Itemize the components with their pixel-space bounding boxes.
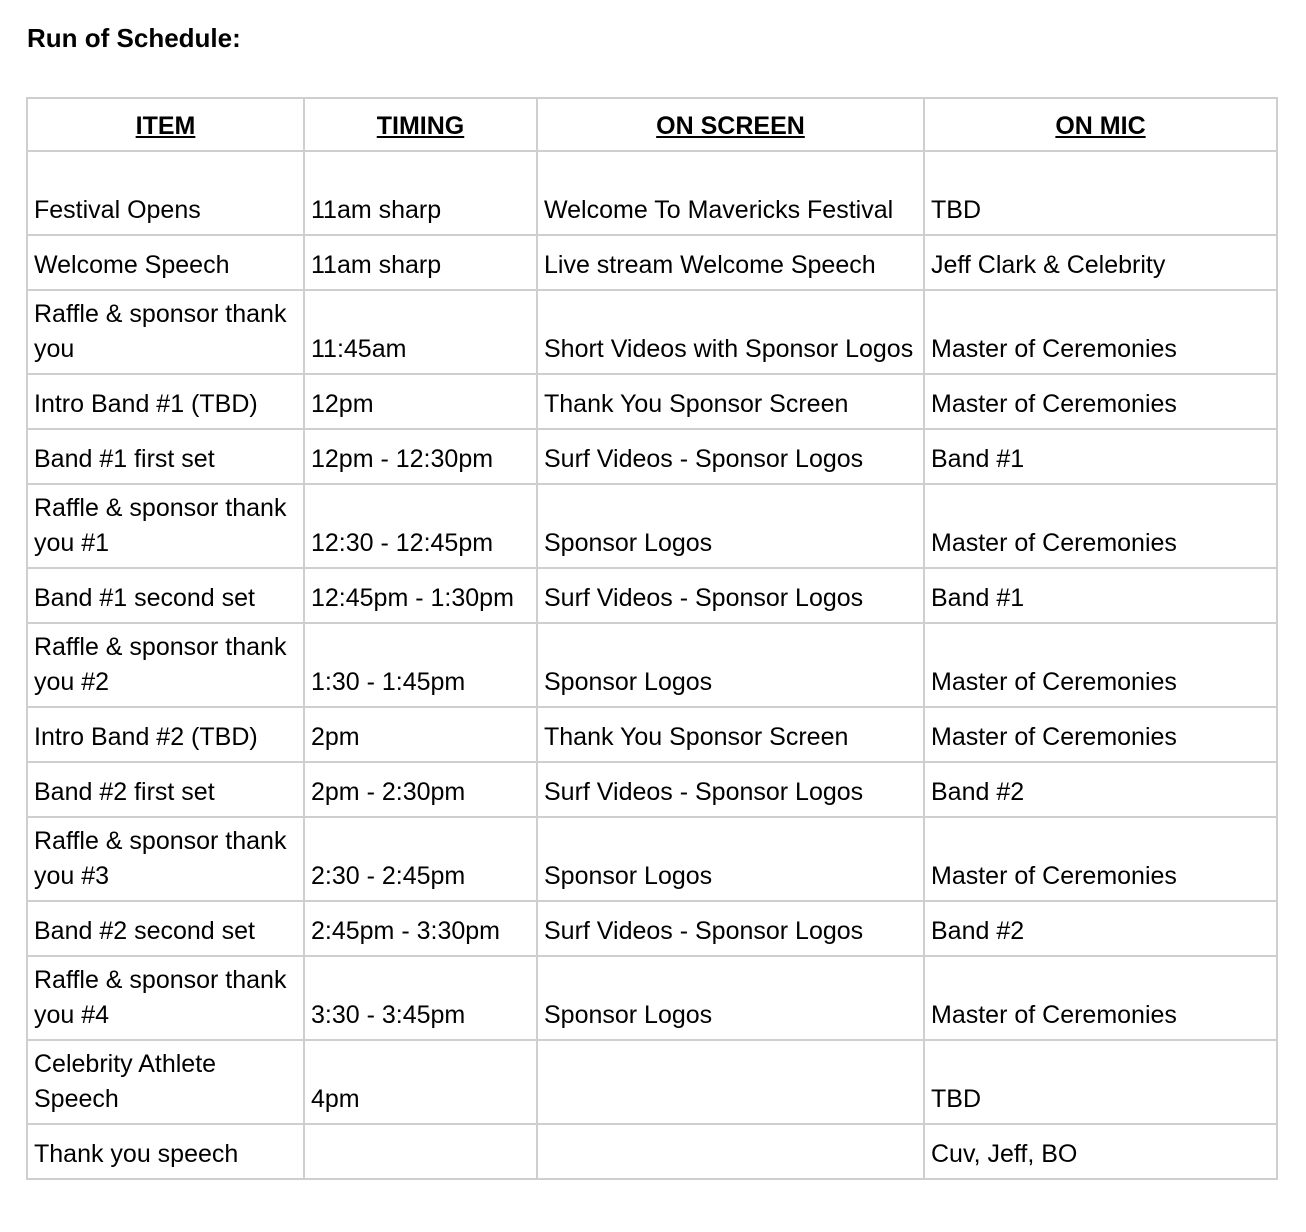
cell-on-mic: Master of Ceremonies	[924, 484, 1277, 568]
cell-timing: 11:45am	[304, 290, 537, 374]
page-title: Run of Schedule:	[27, 23, 241, 53]
cell-timing: 12pm - 12:30pm	[304, 429, 537, 484]
column-header-on-screen: ON SCREEN	[537, 98, 924, 151]
table-row	[27, 817, 1277, 901]
cell-on-screen: Short Videos with Sponsor Logos	[537, 290, 924, 374]
cell-on-screen: Surf Videos - Sponsor Logos	[537, 762, 924, 817]
cell-item: Intro Band #1 (TBD)	[27, 374, 304, 429]
table-row	[27, 568, 1277, 623]
cell-item: Raffle & sponsor thank you #2	[27, 623, 304, 707]
table-row	[27, 1040, 1277, 1124]
cell-timing: 11am sharp	[304, 235, 537, 290]
cell-on-screen: Thank You Sponsor Screen	[537, 374, 924, 429]
cell-item: Raffle & sponsor thank you #1	[27, 484, 304, 568]
cell-on-mic: Master of Ceremonies	[924, 290, 1277, 374]
cell-on-screen: Surf Videos - Sponsor Logos	[537, 568, 924, 623]
cell-timing: 12:30 - 12:45pm	[304, 484, 537, 568]
cell-on-screen: Welcome To Mavericks Festival	[537, 151, 924, 235]
column-header-on-mic: ON MIC	[924, 98, 1277, 151]
cell-on-mic: Master of Ceremonies	[924, 956, 1277, 1040]
cell-on-screen	[537, 1124, 924, 1179]
table-row	[27, 290, 1277, 374]
table-row	[27, 374, 1277, 429]
cell-on-screen: Sponsor Logos	[537, 623, 924, 707]
cell-on-screen: Sponsor Logos	[537, 817, 924, 901]
cell-item: Band #2 second set	[27, 901, 304, 956]
cell-item: Celebrity Athlete Speech	[27, 1040, 304, 1124]
table-row	[27, 1124, 1277, 1179]
cell-item: Band #1 second set	[27, 568, 304, 623]
cell-on-mic: Band #1	[924, 568, 1277, 623]
cell-item: Festival Opens	[27, 151, 304, 235]
cell-timing: 2:30 - 2:45pm	[304, 817, 537, 901]
cell-on-mic: TBD	[924, 151, 1277, 235]
cell-on-screen: Surf Videos - Sponsor Logos	[537, 429, 924, 484]
cell-item: Thank you speech	[27, 1124, 304, 1179]
cell-on-mic: Jeff Clark & Celebrity	[924, 235, 1277, 290]
cell-item: Raffle & sponsor thank you	[27, 290, 304, 374]
cell-on-screen	[537, 1040, 924, 1124]
cell-timing: 3:30 - 3:45pm	[304, 956, 537, 1040]
table-row	[27, 956, 1277, 1040]
cell-item: Raffle & sponsor thank you #3	[27, 817, 304, 901]
cell-item: Raffle & sponsor thank you #4	[27, 956, 304, 1040]
cell-timing: 4pm	[304, 1040, 537, 1124]
cell-on-mic: Master of Ceremonies	[924, 623, 1277, 707]
column-header-timing: TIMING	[304, 98, 537, 151]
schedule-table	[26, 97, 1278, 1180]
cell-item: Band #1 first set	[27, 429, 304, 484]
table-row	[27, 762, 1277, 817]
table-row	[27, 235, 1277, 290]
cell-on-screen: Live stream Welcome Speech	[537, 235, 924, 290]
cell-on-mic: Band #2	[924, 762, 1277, 817]
cell-timing: 1:30 - 1:45pm	[304, 623, 537, 707]
cell-timing	[304, 1124, 537, 1179]
cell-on-mic: Master of Ceremonies	[924, 707, 1277, 762]
cell-on-screen: Sponsor Logos	[537, 956, 924, 1040]
cell-item: Band #2 first set	[27, 762, 304, 817]
cell-on-mic: Band #2	[924, 901, 1277, 956]
table-row	[27, 429, 1277, 484]
cell-timing: 12:45pm - 1:30pm	[304, 568, 537, 623]
table-row	[27, 707, 1277, 762]
cell-on-mic: Band #1	[924, 429, 1277, 484]
cell-timing: 2pm - 2:30pm	[304, 762, 537, 817]
cell-item: Welcome Speech	[27, 235, 304, 290]
cell-item: Intro Band #2 (TBD)	[27, 707, 304, 762]
table-row	[27, 484, 1277, 568]
table-row	[27, 623, 1277, 707]
column-header-item: ITEM	[27, 98, 304, 151]
cell-on-mic: TBD	[924, 1040, 1277, 1124]
cell-timing: 12pm	[304, 374, 537, 429]
table-row	[27, 151, 1277, 235]
table-header-row	[27, 98, 1277, 151]
cell-on-screen: Sponsor Logos	[537, 484, 924, 568]
cell-on-mic: Master of Ceremonies	[924, 374, 1277, 429]
table-row	[27, 901, 1277, 956]
cell-on-mic: Cuv, Jeff, BO	[924, 1124, 1277, 1179]
cell-timing: 2:45pm - 3:30pm	[304, 901, 537, 956]
cell-on-screen: Surf Videos - Sponsor Logos	[537, 901, 924, 956]
cell-timing: 11am sharp	[304, 151, 537, 235]
cell-on-screen: Thank You Sponsor Screen	[537, 707, 924, 762]
cell-timing: 2pm	[304, 707, 537, 762]
cell-on-mic: Master of Ceremonies	[924, 817, 1277, 901]
